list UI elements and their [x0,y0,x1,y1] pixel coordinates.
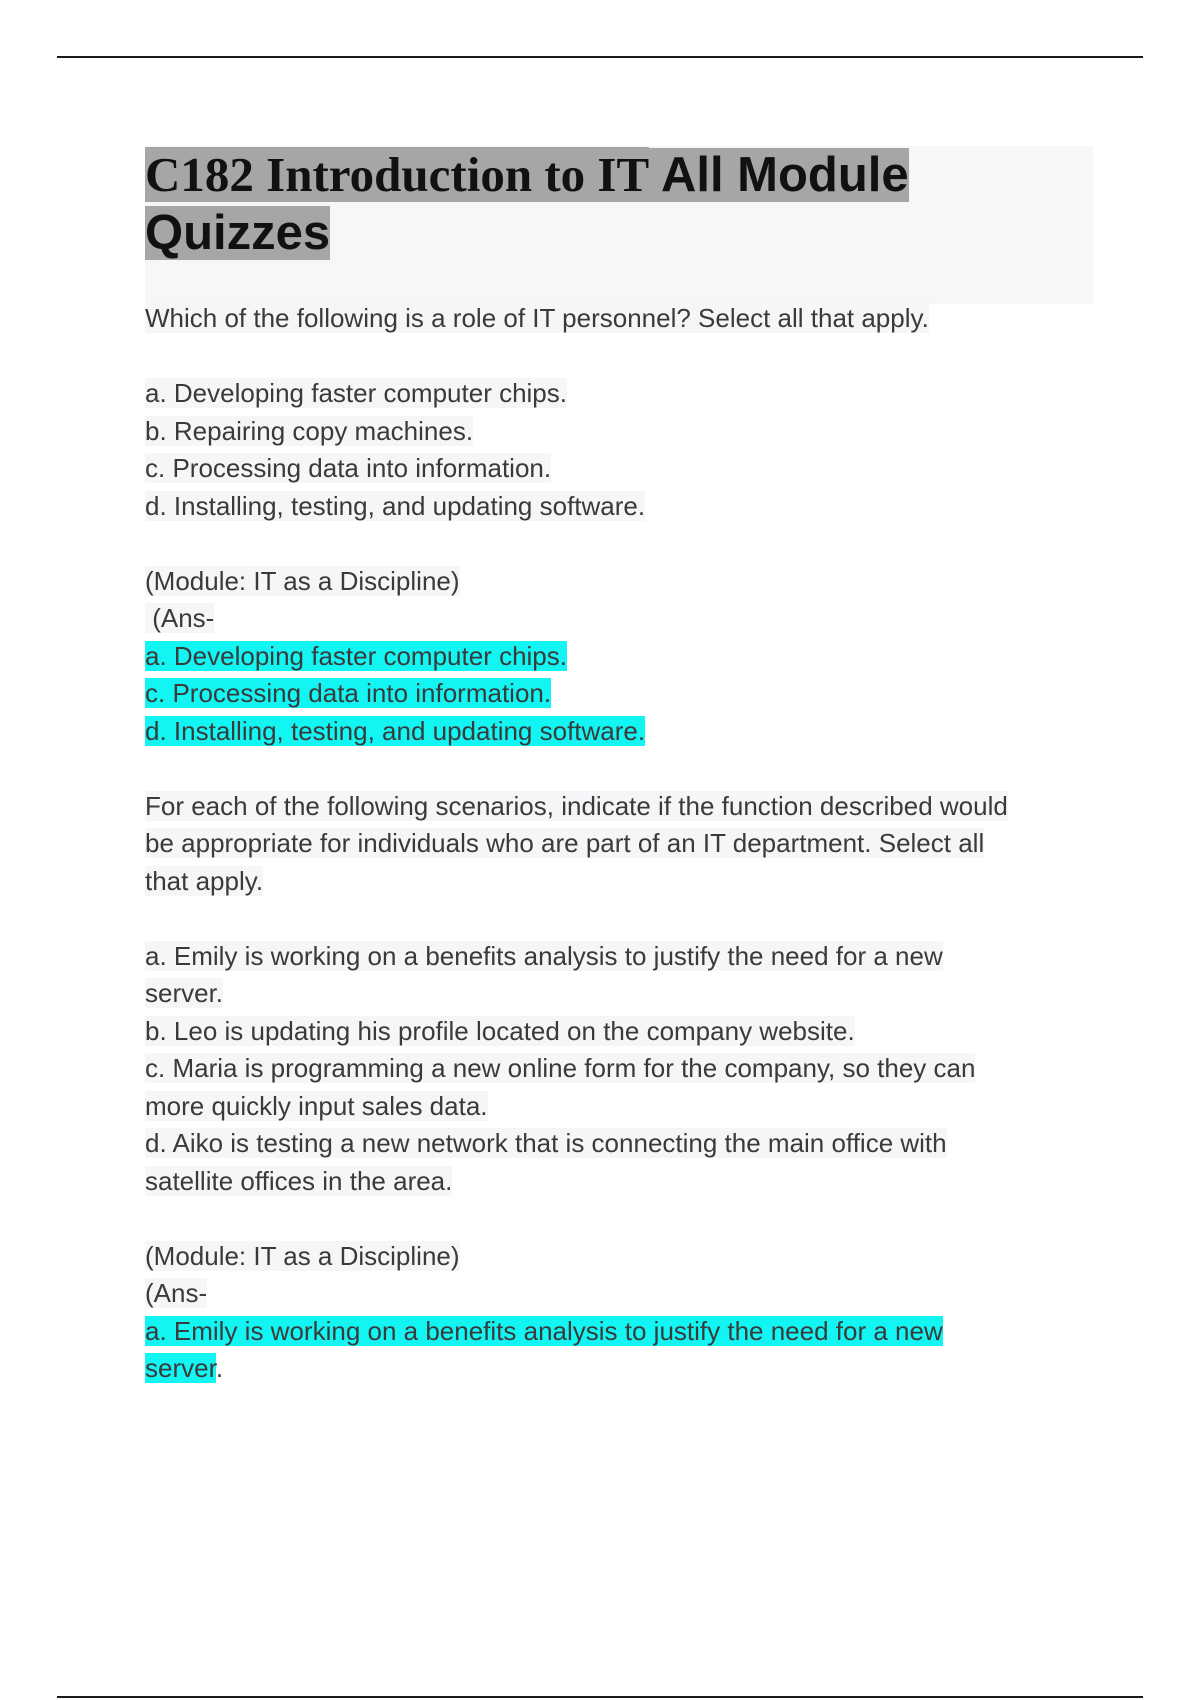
q1-option-c: c. Processing data into information. [145,453,552,483]
bottom-rule [57,1696,1143,1698]
q2-option-a-line-1: a. Emily is working on a benefits analysis to justify the need for a new [145,940,943,971]
title-part-3: Quizzes [145,206,331,260]
q2-question-line-2: be appropriate for individuals who are part of an IT department. Select all [145,828,985,858]
q1-answer-c: c. Processing data into information. [145,678,552,708]
q2-option-d-line-2: satellite offices in the area. [145,1165,453,1196]
top-rule [57,56,1143,58]
q2-question-line-3: that apply. [145,865,264,896]
title-block [145,146,1093,304]
q1-option-a: a. Developing faster computer chips. [145,378,567,408]
title-part-1: C182 Introduction to IT [145,147,650,202]
q1-answer-d: d. Installing, testing, and updating software. [145,715,646,746]
q2-answer-label: (Ans- [145,1278,208,1308]
q2-answer-a-line-2: server. [145,1353,224,1383]
q2-option-c-line-2: more quickly input sales data. [145,1090,488,1121]
q2-question-line-1: For each of the following scenarios, indicate if the function described would [145,790,1008,821]
q2-answer-a-line-1: a. Emily is working on a benefits analysis to justify the need for a new [145,1315,943,1346]
q1-option-d: d. Installing, testing, and updating software. [145,490,646,521]
document-title [145,146,965,262]
q1-answer-label: (Ans- [145,603,215,633]
title-part-2: All Module [660,148,909,202]
q2-option-c-line-1: c. Maria is programming a new online form for the company, so they can [145,1053,976,1083]
document-body [145,300,1095,1388]
q2-option-b: b. Leo is updating his profile located on the company website. [145,1015,855,1046]
q1-option-b: b. Repairing copy machines. [145,415,474,446]
q1-answer-a: a. Developing faster computer chips. [145,640,567,671]
q2-option-d-line-1: d. Aiko is testing a new network that is connecting the main office with [145,1128,947,1158]
q2-module: (Module: IT as a Discipline) [145,1240,460,1271]
q1-module: (Module: IT as a Discipline) [145,565,460,596]
q2-option-a-line-2: server. [145,978,224,1008]
question-1-text: Which of the following is a role of IT personnel? Select all that apply. [145,303,929,333]
